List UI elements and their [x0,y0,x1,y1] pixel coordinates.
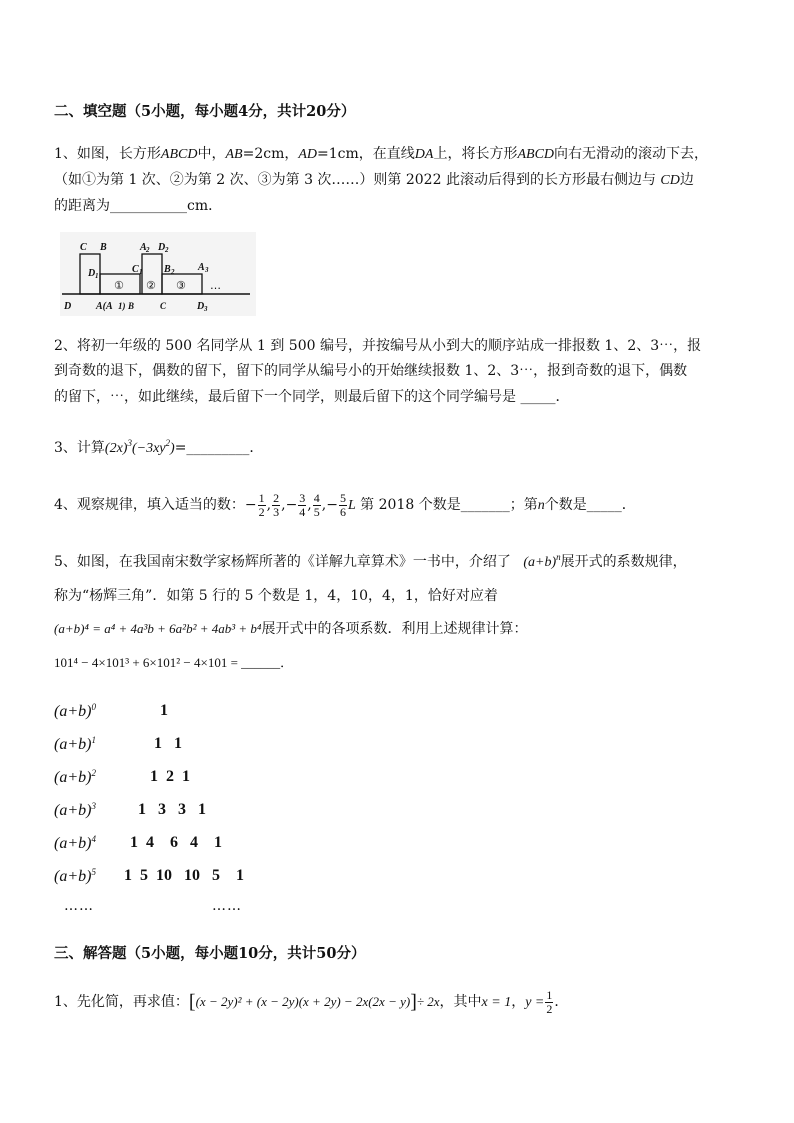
section-heading-fill: 二、填空题（5小题，每小题4分，共计20分） [54,103,356,120]
yanghui-row-binomial: (a+b) [54,769,92,786]
s1-number: 1、 [54,994,77,1010]
q4-comma: , [266,497,272,513]
yanghui-row-exponent: 3 [91,801,96,811]
yanghui-row [54,701,96,721]
s1-sep: ， [511,994,526,1010]
q1-text-b: 中， [197,146,226,162]
s1-bracket-open: [ [188,991,196,1013]
q2-line1-text: 将初一年级的 500 名同学从 1 到 500 编号，并按编号从小到大的顺序站成一排报数 1、2、3⋯，报 [76,338,702,354]
figure-label-c1: C [132,264,139,275]
q1-text-d: =1cm，在直线 [317,146,415,162]
q4-fraction-denominator: 5 [313,504,320,519]
q3-number: 3、 [54,440,77,456]
figure-label-b2: B [164,264,171,275]
q3-eq: = [174,440,187,456]
q1-line2-text: （如①为第 1 次、②为第 2 次、③为第 3 次……）则第 2022 此滚动后得到的长方形最右侧边与 [54,172,656,188]
yanghui-row-binomial: (a+b) [54,802,92,819]
q4-fraction [298,492,306,519]
yanghui-row-coefficients: 1 [160,702,168,719]
s1-bracket-close: ] [410,991,417,1013]
q2-line2: 到奇数的退下，偶数的留下，留下的同学从编号小的开始继续报数 1、2、3⋯，报到奇数的退下，偶数 [54,363,688,379]
figure-label-aa1: A(A [96,301,113,312]
yanghui-row-coefficients: 1 5 10 10 5 1 [124,867,244,884]
q1-ad: AD [298,147,318,162]
yanghui-dots-right: …… [212,898,242,914]
q5-number: 5、 [54,554,77,570]
q1-number: 1、 [54,146,77,162]
s1-text: 先化简，再求值： [76,994,189,1010]
q1-abcd-2: ABCD [517,147,555,162]
s1-div: ÷ 2x [416,994,440,1009]
q3-expr2-end: ) [170,441,175,456]
figure-label-d1-sub: 1 [95,272,99,280]
figure-label-d: D [64,301,72,312]
q2-line1 [54,333,701,359]
q4-text3: ；第 [509,497,538,513]
q4-comma: , [281,497,286,513]
q3-answer-blank[interactable]: _________． [186,440,264,456]
q4-fraction-numerator: 1 [258,490,265,505]
q4-fraction [339,492,347,519]
q4-sequence [244,490,348,519]
q4-frac-sign: − [285,497,298,513]
q4-fraction [272,492,280,519]
q5-line1 [54,549,687,576]
q2-line3: 的留下，⋯，如此继续，最后留下一个同学，则最后留下的这个同学编号是 _____． [54,389,570,405]
s1-line [54,987,568,1018]
q4-ellipsis: L [347,498,356,513]
q4-fraction-denominator: 6 [339,504,346,519]
figure-label-b: B [100,242,107,253]
figure-label-d3: D [197,301,205,312]
figure-label-a3-sub: 3 [205,266,209,274]
figure-label-b2-sub: 2 [171,268,175,276]
yanghui-row-exponent: 0 [91,702,96,712]
q1-abcd: ABCD [160,147,198,162]
q4-fraction-denominator: 4 [299,504,306,519]
q1-line3-text: 的距离为 [54,198,110,214]
q2-number: 2、 [54,338,77,354]
q1-line3 [54,193,222,219]
yanghui-row-coefficients: 1 3 3 1 [138,801,206,818]
section-heading-solve: 三、解答题（5小题，每小题10分，共计50分） [54,945,366,962]
yanghui-dots-left: …… [64,898,94,914]
q5-line3 [54,616,527,642]
s1-y-lhs: y = [525,995,545,1010]
q1-text-a: 如图，长方形 [76,146,161,162]
yanghui-row [54,734,96,754]
s1-y-fraction [545,989,553,1016]
q5-line3-text: 展开式中的各项系数．利用上述规律计算： [261,621,528,637]
figure-circle-1: ① [114,279,124,292]
yanghui-row [54,866,96,886]
q5-line1-text: 如图，在我国南宋数学家杨辉所著的《详解九章算术》一书中，介绍了 [76,554,511,570]
q1-line2 [54,167,694,194]
q4-fraction-numerator: 4 [313,490,320,505]
s1-end: ． [554,994,569,1010]
q3-text: 计算 [76,440,105,456]
q1-ab: AB [225,147,243,162]
yanghui-row-binomial: (a+b) [54,736,92,753]
yanghui-row-binomial: (a+b) [54,703,92,720]
yanghui-row-coefficients: 1 1 [154,735,182,752]
yanghui-row-exponent: 1 [91,735,96,745]
figure-label-d2-sub: 2 [165,246,169,254]
q4-fraction [313,492,321,519]
q5-expansion: (a+b)⁴ = a⁴ + 4a³b + 6a²b² + 4ab³ + b⁴ [54,621,262,636]
q4-answer-blank-1[interactable]: _______ [460,497,510,513]
q4-comma: , [307,497,312,513]
q1-answer-blank[interactable]: ___________ [110,198,187,214]
q1-text-c: =2cm， [242,146,299,162]
q4-n: n [537,498,545,513]
yanghui-row-coefficients: 1 2 1 [150,768,190,785]
q5-line1-end: 展开式的系数规律， [560,554,687,570]
figure-circle-3: ③ [176,279,186,292]
q3-exp1: 3 [127,438,132,448]
figure-label-c: C [80,242,87,253]
figure-label-d3-sub: 3 [204,305,208,313]
yanghui-row-binomial: (a+b) [54,835,92,852]
figure-bottom-c: C [160,301,167,311]
q4-fraction [258,492,266,519]
q4-answer-blank-2[interactable]: _____． [586,497,636,513]
q1-unit: cm． [187,198,223,214]
q4-frac-sign: − [326,497,338,513]
s1-expr: (x − 2y)² + (x − 2y)(x + 2y) − 2x(2x − y) [195,994,411,1009]
rolling-rectangle-figure [60,232,256,316]
yanghui-row-exponent: 5 [91,867,96,877]
q1-line2-end: 边 [679,172,694,188]
s1-text2: ，其中 [439,994,482,1010]
q4-text: 观察规律，填入适当的数： [76,497,245,513]
q4-fraction-numerator: 2 [273,490,280,505]
yanghui-row-coefficients: 1 4 6 4 1 [130,834,222,851]
q3-line [54,435,263,462]
q4-comma: , [321,497,327,513]
figure-dots: … [210,279,221,292]
q5-line2: 称为“杨辉三角”．如第 5 行的 5 个数是 1，4，10，4，1，恰好对应着 [54,588,498,604]
q1-line1 [54,141,708,168]
q3-exp2: 2 [165,438,171,448]
figure-label-d2: D [158,242,166,253]
yanghui-row [54,833,96,853]
q4-fraction-numerator: 3 [299,490,306,505]
yanghui-row-binomial: (a+b) [54,868,92,885]
s1-y-num: 1 [546,987,553,1002]
yanghui-row [54,767,96,787]
q3-expr2: (−3xy [131,441,166,456]
q1-text-f: 向右无滑动的滚动下去， [554,146,709,162]
q4-text2: 第 2018 个数是 [355,497,461,513]
q4-fraction-numerator: 5 [339,490,346,505]
figure-label-c1-sub: 1 [139,268,143,276]
figure-bottom-b: 1) [118,301,126,311]
q3-expr1: (2x) [104,441,128,456]
figure-label-d1: D [88,268,96,279]
figure-label-a2-sub: 2 [146,246,150,254]
s1-y-den: 2 [546,1001,553,1016]
q4-number: 4、 [54,497,77,513]
q1-cd: CD [660,173,680,188]
q5-ab-exp: n [556,552,561,562]
figure-bottom-b1: B [128,301,135,311]
q5-line4: 101⁴ − 4×101³ + 6×101² − 4×101 = ______． [54,655,294,670]
q4-fraction-denominator: 3 [273,504,280,519]
q4-line [54,490,636,521]
q4-fraction-denominator: 2 [258,504,265,519]
q1-da: DA [414,147,434,162]
s1-x-val: x = 1 [481,995,512,1010]
yanghui-row-exponent: 4 [91,834,96,844]
figure-label-a2: A [140,242,147,253]
figure-label-a3: A [198,262,205,273]
q5-ab-expr: (a+b) [523,555,557,570]
q4-text4: 个数是 [544,497,587,513]
q4-frac-sign: − [244,497,257,513]
yanghui-row-exponent: 2 [91,768,96,778]
figure-circle-2: ② [146,279,156,292]
q1-text-e: 上，将长方形 [433,146,518,162]
yanghui-row [54,800,96,820]
